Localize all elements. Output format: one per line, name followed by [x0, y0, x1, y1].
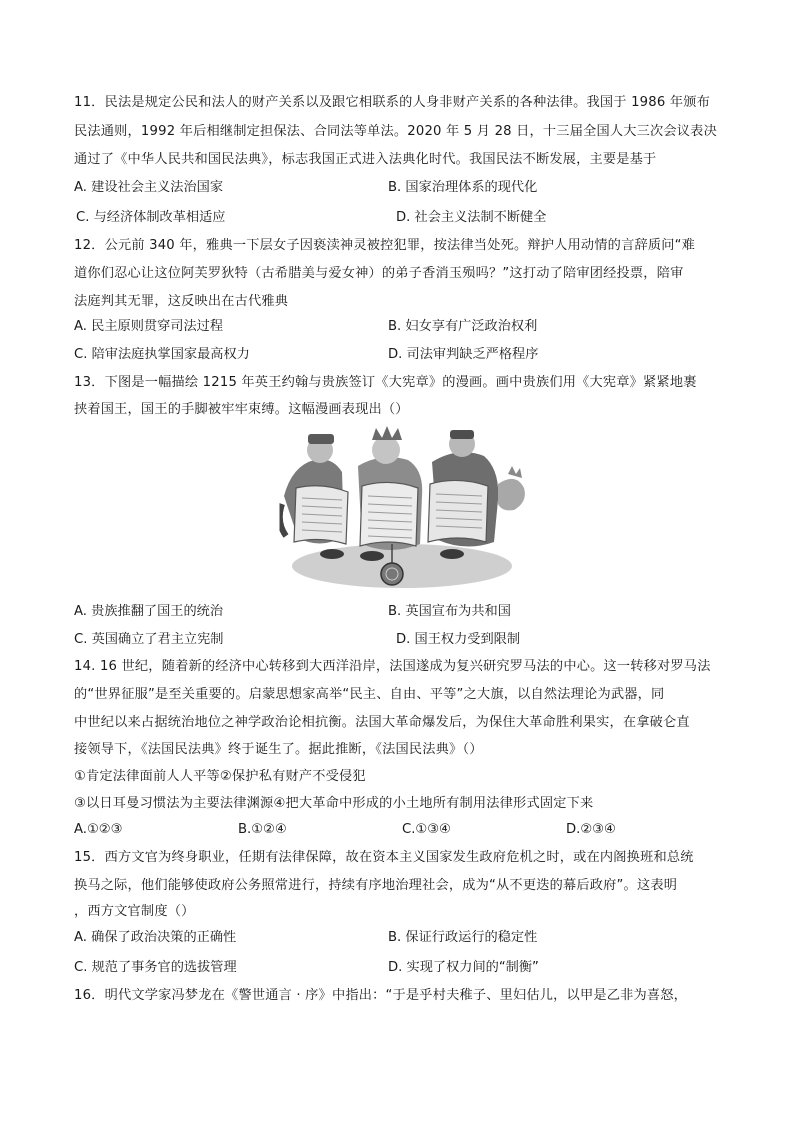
q11-option-b: B. 国家治理体系的现代化: [388, 180, 538, 195]
q13-option-c: C. 英国确立了君主立宪制: [74, 632, 224, 647]
q15-line-1: 15．西方文官为终身职业，任期有法律保障，故在资本主义国家发生政府危机之时，或在内阁换班和总统: [74, 850, 694, 865]
q13-line-1: 13．下图是一幅描绘 1215 年英王约翰与贵族签订《大宪章》的漫画。画中贵族们用《大宪章》紧紧地裹: [74, 375, 697, 390]
q13-line-2: 挟着国王，国王的手脚被牢牢束缚。这幅漫画表现出（）: [74, 402, 409, 417]
q12-line-3: 法庭判其无罪，这反映出在古代雅典: [74, 294, 289, 309]
q15-line-2: 换马之际，他们能够使政府公务照常进行，持续有序地治理社会，成为“从不更迭的幕后政府”。这表明: [74, 878, 678, 893]
q14-option-d: D.②③④: [566, 822, 616, 837]
q16-line-1: 16．明代文学家冯梦龙在《警世通言 · 序》中指出：“于是乎村夫稚子、里妇估儿，以甲是乙非为喜怒，: [74, 988, 688, 1003]
q14-option-c: C.①③④: [402, 822, 451, 837]
q15-option-d: D. 实现了权力间的“制衡”: [388, 960, 539, 975]
q11-line-1: 11．民法是规定公民和法人的财产关系以及跟它相联系的人身非财产关系的各种法律。我国于 1986 年颁布: [74, 95, 710, 110]
q15-option-c: C. 规范了事务官的选拔管理: [74, 960, 237, 975]
q13-option-a: A. 贵族推翻了国王的统治: [74, 604, 224, 619]
q14-line-3: 中世纪以来占据统治地位之神学政治论相抗衡。法国大革命爆发后，为保住大革命胜利果实，在拿破仑直: [74, 715, 690, 730]
q11-option-c: C. 与经济体制改革相适应: [76, 210, 226, 225]
q15-option-a: A. 确保了政治决策的正确性: [74, 930, 237, 945]
q11-option-a: A. 建设社会主义法治国家: [74, 180, 224, 195]
q15-option-b: B. 保证行政运行的稳定性: [388, 930, 538, 945]
q11-option-d: D. 社会主义法制不断健全: [396, 210, 547, 225]
q14-line-4: 接领导下，《法国民法典》终于诞生了。据此推断，《法国民法典》（）: [74, 742, 483, 757]
q12-option-c: C. 陪审法庭执掌国家最高权力: [74, 347, 250, 362]
q12-line-1: 12．公元前 340 年，雅典一下层女子因亵渎神灵被控犯罪，按法律当处死。辩护人用动情的言辞质问“难: [74, 238, 696, 253]
q12-option-b: B. 妇女享有广泛政治权利: [388, 319, 538, 334]
q14-line-2: 的“世界征服”是至关重要的。启蒙思想家高举“民主、自由、平等”之大旗，以自然法理论为武器，同: [74, 687, 665, 702]
q14-statement-2: ③以日耳曼习惯法为主要法律渊源④把大革命中形成的小土地所有制用法律形式固定下来: [74, 796, 594, 811]
q15-line-3: ，西方文官制度（）: [74, 904, 195, 919]
q14-option-a: A.①②③: [74, 822, 123, 837]
q12-option-a: A. 民主原则贯穿司法过程: [74, 319, 224, 334]
q12-option-d: D. 司法审判缺乏严格程序: [388, 347, 539, 362]
q14-line-1: 14. 16 世纪，随着新的经济中心转移到大西洋沿岸，法国遂成为复兴研究罗马法的中心。这一转移对罗马法: [74, 659, 711, 674]
q14-statement-1: ①肯定法律面前人人平等②保护私有财产不受侵犯: [74, 769, 366, 784]
magna-carta-cartoon-illustration: [262, 426, 534, 592]
q13-option-b: B. 英国宣布为共和国: [388, 604, 511, 619]
q12-line-2: 道你们忍心让这位阿芙罗狄特（古希腊美与爱女神）的弟子香消玉殒吗？”这打动了陪审团经投票，陪审: [74, 266, 684, 281]
q14-option-b: B.①②④: [238, 822, 287, 837]
q11-line-2: 民法通则，1992 年后相继制定担保法、合同法等单法。2020 年 5 月 28 日，十三届全国人大三次会议表决: [74, 124, 717, 139]
q13-option-d: D. 国王权力受到限制: [396, 632, 521, 647]
q11-line-3: 通过了《中华人民共和国民法典》，标志我国正式进入法典化时代。我国民法不断发展，主要是基于: [74, 152, 657, 167]
